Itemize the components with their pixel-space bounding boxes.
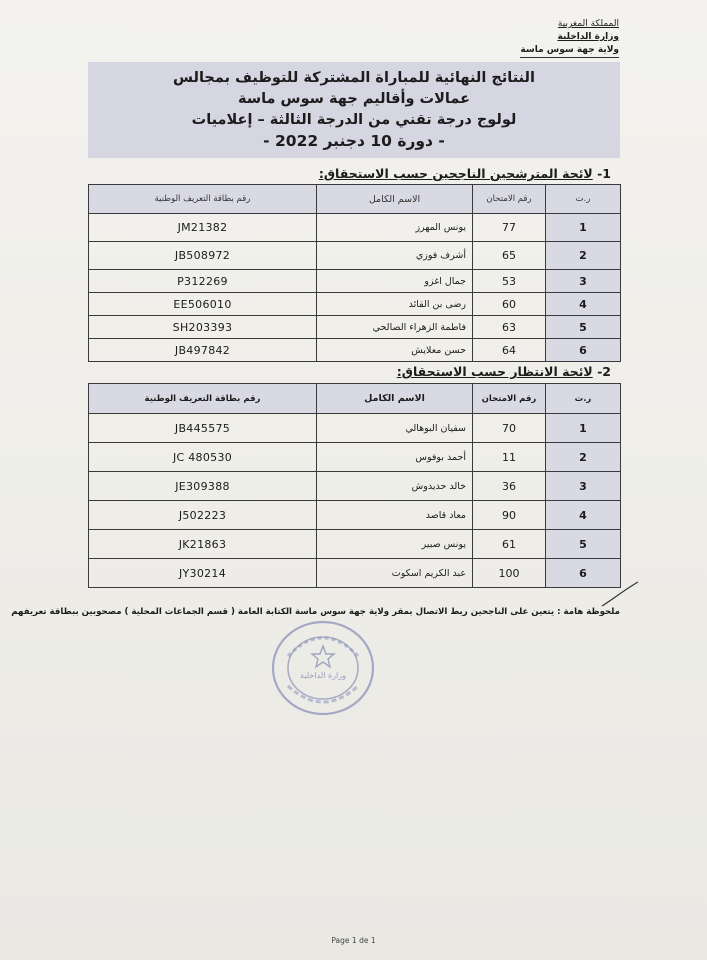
- name-cell: عبد الكريم اسكوت: [317, 559, 473, 588]
- cin-cell: JM21382: [89, 214, 317, 242]
- title-line-4: - دورة 10 دجنبر 2022 -: [263, 132, 445, 150]
- table-row: [89, 293, 621, 316]
- table-row: [89, 242, 621, 270]
- col-name-header: الاسم الكامل: [317, 384, 473, 414]
- name-cell: يونس صبير: [317, 530, 473, 559]
- page-footer: Page 1 de 1: [331, 936, 376, 945]
- cin-cell: P312269: [89, 270, 317, 293]
- cin-cell: SH203393: [89, 316, 317, 339]
- exam-cell: 70: [473, 414, 546, 443]
- name-cell: خالد حديدوش: [317, 472, 473, 501]
- name-cell: أشرف فوزي: [317, 242, 473, 270]
- cin-cell: JK21863: [89, 530, 317, 559]
- name-cell: فاطمة الزهراء الصالحي: [317, 316, 473, 339]
- name-cell: يونس المهرز: [317, 214, 473, 242]
- signature-mark: [600, 580, 640, 610]
- exam-cell: 77: [473, 214, 546, 242]
- cin-cell: JB508972: [89, 242, 317, 270]
- important-note: ملحوظة هامة : يتعين على الناجحين ربط الاتصال بمقر ولاية جهة سوس ماسة الكتابة العامة ( قسم الجماعات المحلية ) مصحوبين ببطاقة تعريفهم: [11, 607, 620, 617]
- cin-cell: J502223: [89, 501, 317, 530]
- waiting-list-table: [88, 383, 621, 588]
- name-cell: سفيان البوهالي: [317, 414, 473, 443]
- rank-cell: 2: [546, 242, 621, 270]
- table-row: [89, 530, 621, 559]
- wilaya-label: ولاية جهة سوس ماسة: [520, 44, 619, 58]
- section-2-title: لائحة الانتظار حسب الاستحقاق:: [396, 364, 593, 379]
- name-cell: معاد قاصد: [317, 501, 473, 530]
- name-cell: أحمد بوفوس: [317, 443, 473, 472]
- rank-cell: 4: [546, 501, 621, 530]
- official-stamp: [268, 616, 378, 720]
- table-header-row: [89, 185, 621, 214]
- col-rank-header: ر.ت: [546, 185, 621, 214]
- table-row: [89, 559, 621, 588]
- rank-cell: 1: [546, 214, 621, 242]
- table-row: [89, 270, 621, 293]
- col-exam-header: رقم الامتحان: [473, 384, 546, 414]
- table-row: [89, 316, 621, 339]
- rank-cell: 3: [546, 270, 621, 293]
- exam-cell: 61: [473, 530, 546, 559]
- table-row: [89, 472, 621, 501]
- exam-cell: 11: [473, 443, 546, 472]
- exam-cell: 64: [473, 339, 546, 362]
- table-row: [89, 443, 621, 472]
- exam-cell: 36: [473, 472, 546, 501]
- rank-cell: 5: [546, 316, 621, 339]
- issuing-authority: [489, 18, 619, 58]
- cin-cell: EE506010: [89, 293, 317, 316]
- name-cell: جمال اغزو: [317, 270, 473, 293]
- ministry-label: وزارة الداخلية: [557, 32, 619, 42]
- name-cell: رضى بن القائد: [317, 293, 473, 316]
- table-header-row: [89, 384, 621, 414]
- rank-cell: 6: [546, 339, 621, 362]
- rank-cell: 6: [546, 559, 621, 588]
- table-row: [89, 339, 621, 362]
- rank-cell: 2: [546, 443, 621, 472]
- exam-cell: 53: [473, 270, 546, 293]
- exam-cell: 60: [473, 293, 546, 316]
- section-2-heading: [397, 364, 611, 379]
- col-cin-header: رقم بطاقة التعريف الوطنية: [89, 185, 317, 214]
- cin-cell: JB445575: [89, 414, 317, 443]
- document-title: [88, 62, 620, 158]
- rank-cell: 4: [546, 293, 621, 316]
- rank-cell: 5: [546, 530, 621, 559]
- cin-cell: JE309388: [89, 472, 317, 501]
- section-1-number: 1-: [597, 166, 611, 181]
- cin-cell: JC 480530: [89, 443, 317, 472]
- kingdom-label: المملكة المغربية: [557, 19, 619, 29]
- exam-cell: 63: [473, 316, 546, 339]
- table-row: [89, 414, 621, 443]
- col-rank-header: ر.ت: [546, 384, 621, 414]
- title-line-3: لولوج درجة تقني من الدرجة الثالثة – إعلاميات: [191, 112, 517, 128]
- name-cell: حسن معلايش: [317, 339, 473, 362]
- cin-cell: JY30214: [89, 559, 317, 588]
- title-line-2: عمالات وأقاليم جهة سوس ماسة: [238, 91, 470, 107]
- section-2-number: 2-: [597, 364, 611, 379]
- successful-candidates-table: [88, 184, 621, 362]
- section-1-title: لائحة المترشحين الناجحين حسب الاستحقاق:: [318, 166, 593, 181]
- col-name-header: الاسم الكامل: [317, 185, 473, 214]
- rank-cell: 1: [546, 414, 621, 443]
- table-row: [89, 501, 621, 530]
- rank-cell: 3: [546, 472, 621, 501]
- table-row: [89, 214, 621, 242]
- exam-cell: 90: [473, 501, 546, 530]
- section-1-heading: [319, 166, 611, 181]
- stamp-inner-text: وزارة الداخلية: [300, 671, 346, 680]
- col-cin-header: رقم بطاقة التعريف الوطنية: [89, 384, 317, 414]
- title-line-1: النتائج النهائية للمباراة المشتركة للتوظيف بمجالس: [173, 70, 535, 86]
- exam-cell: 65: [473, 242, 546, 270]
- cin-cell: JB497842: [89, 339, 317, 362]
- exam-cell: 100: [473, 559, 546, 588]
- col-exam-header: رقم الامتحان: [473, 185, 546, 214]
